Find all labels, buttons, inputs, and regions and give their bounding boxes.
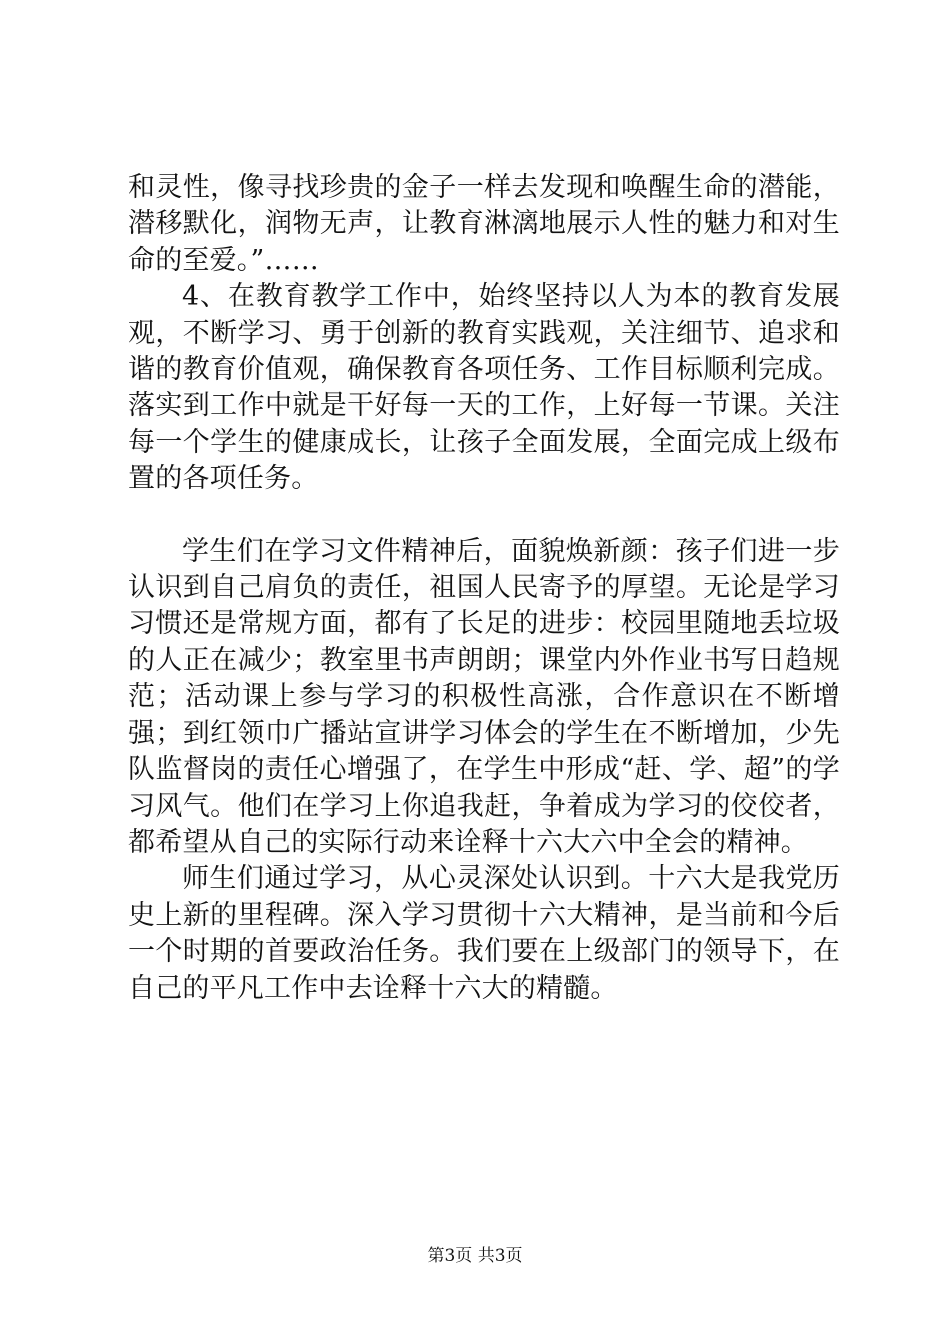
paragraph-students: 学生们在学习文件精神后，面貌焕新颜：孩子们进一步认识到自己肩负的责任，祖国人民寄予的厚望。无论是学习习惯还是常规方面，都有了长足的进步：校园里随地丢垃圾的人正在减少；教室里书声朗朗；课堂内外作业书写日趋规范；活动课上参与学习的积极性高涨，合作意识在不断增强；到红领巾广播站宣讲学习体会的学生在不断增加，少先队监督岗的责任心增强了，在学生中形成“赶、学、超”的学习风气。他们在学习上你追我赶，争着成为学习的佼佼者，都希望从自己的实际行动来诠释十六大六中全会的精神。 bbox=[128, 535, 840, 858]
paragraph-continued: 和灵性，像寻找珍贵的金子一样去发现和唤醒生命的潜能，潜移默化，润物无声，让教育淋漓地展示人性的魅力和对生命的至爱。”…… bbox=[128, 172, 840, 276]
paragraph-teachers-students: 师生们通过学习，从心灵深处认识到。十六大是我党历史上新的里程碑。深入学习贯彻十六大精神，是当前和今后一个时期的首要政治任务。我们要在上级部门的领导下，在自己的平凡工作中去诠释十六大的精髓。 bbox=[128, 863, 840, 1004]
paragraph-item-4: 4、在教育教学工作中，始终坚持以人为本的教育发展观，不断学习、勇于创新的教育实践观，关注细节、追求和谐的教育价值观，确保教育各项任务、工作目标顺利完成。落实到工作中就是干好每一天的工作，上好每一节课。关注每一个学生的健康成长，让孩子全面发展，全面完成上级布置的各项任务。 bbox=[128, 281, 840, 495]
document-body bbox=[128, 170, 840, 1007]
page-footer: 第3页 共3页 bbox=[427, 1246, 523, 1266]
